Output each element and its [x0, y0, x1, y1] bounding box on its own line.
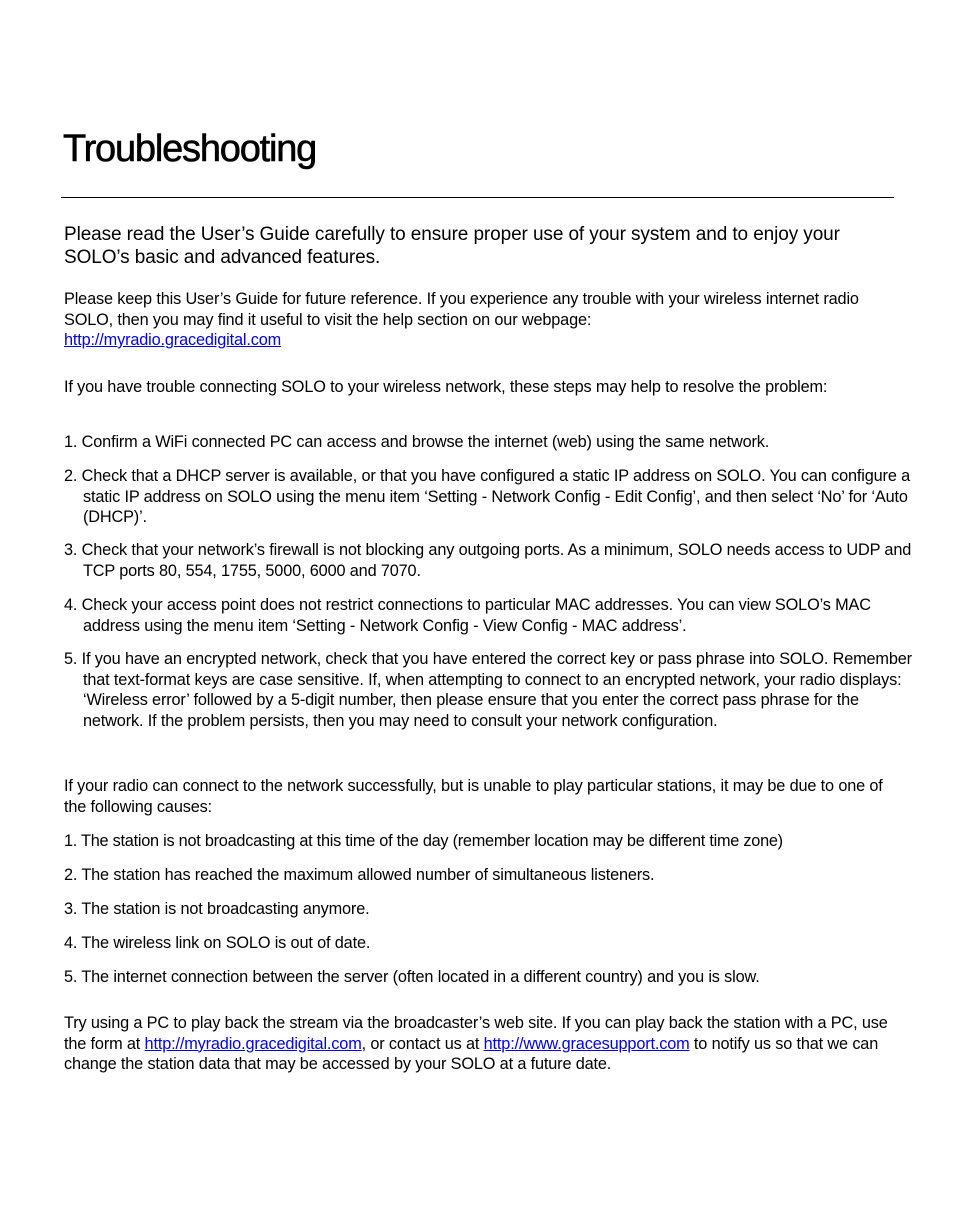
network-step-1: 1. Confirm a WiFi connected PC can access and browse the internet (web) using the same network.	[64, 433, 770, 451]
page-title: Troubleshooting	[63, 128, 317, 170]
station-cause-5: 5. The internet connection between the server (often located in a different country) and you is slow.	[64, 968, 760, 986]
station-cause-3: 3. The station is not broadcasting anymore.	[64, 900, 370, 918]
station-cause-1: 1. The station is not broadcasting at this time of the day (remember location may be different time zone)	[64, 832, 783, 850]
station-cause-2: 2. The station has reached the maximum allowed number of simultaneous listeners.	[64, 866, 655, 884]
reference-text: Please keep this User’s Guide for future reference. If you experience any trouble with your wireless internet radio SOLO, then you may find it useful to visit the help section on our webpage:	[64, 290, 859, 329]
network-step-5: 5. If you have an encrypted network, check that you have entered the correct key or pass phrase into SOLO. Remember that text-format keys are case sensitive. If, when attempting to connect to an encrypted network, your radio displays: ‘Wireless error’ followed by a 5-digit number, then please ensure that you enter the correct pass phrase for the network. If the problem persists, then you may need to consult your network configuration.	[64, 650, 912, 730]
myradio-link[interactable]: http://myradio.gracedigital.com	[144, 1034, 362, 1053]
network-step-4: 4. Check your access point does not restrict connections to particular MAC addresses. You can view SOLO’s MAC address using the menu item ‘Setting - Network Config - View Config - MAC address’.	[64, 596, 871, 635]
closing-text-3: to notify us so that we can change the station data that may be accessed by your SOLO at a future date.	[64, 1034, 879, 1073]
reference-paragraph	[64, 289, 894, 351]
intro-paragraph: Please read the User’s Guide carefully to ensure proper use of your system and to enjoy your SOLO’s basic and advanced features.	[64, 224, 840, 268]
closing-text-1: Try using a PC to play back the stream via the broadcaster’s web site. If you can play back the station with a PC, use the form at	[64, 1014, 888, 1053]
closing-text-2: , or contact us at	[361, 1034, 484, 1053]
title-divider	[61, 197, 894, 198]
stations-section-intro: If your radio can connect to the network successfully, but is unable to play particular stations, it may be due to one of the following causes:	[64, 777, 883, 816]
closing-paragraph	[64, 1013, 904, 1075]
help-webpage-link[interactable]: http://myradio.gracedigital.com	[64, 331, 282, 349]
gracesupport-link[interactable]: http://www.gracesupport.com	[483, 1034, 690, 1053]
station-cause-4: 4. The wireless link on SOLO is out of date.	[64, 934, 371, 952]
network-step-3: 3. Check that your network’s firewall is not blocking any outgoing ports. As a minimum, SOLO needs access to UDP and TCP ports 80, 554, 1755, 5000, 6000 and 7070.	[64, 541, 912, 580]
network-step-2: 2. Check that a DHCP server is available, or that you have configured a static IP address on SOLO. You can configure a static IP address on SOLO using the menu item ‘Setting - Network Config - Edit Config’, and then select ‘No’ for ‘Auto (DHCP)’.	[64, 467, 911, 526]
network-section-intro: If you have trouble connecting SOLO to your wireless network, these steps may help to resolve the problem:	[64, 378, 828, 396]
